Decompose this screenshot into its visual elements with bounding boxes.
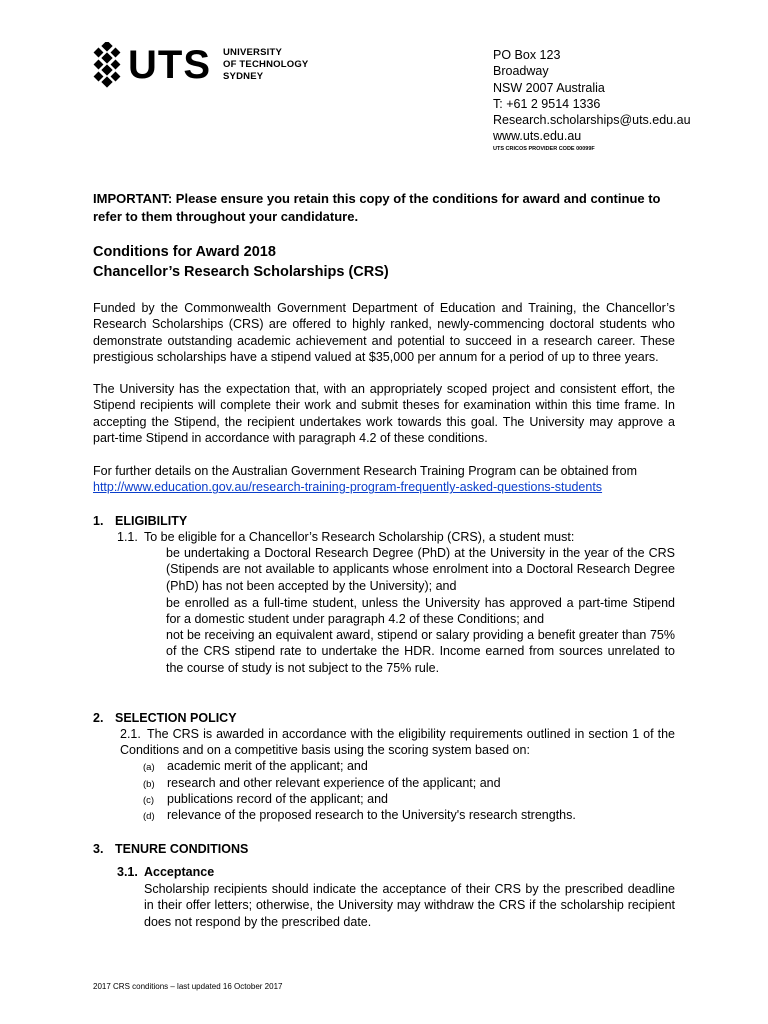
uts-emblem-icon	[92, 42, 122, 88]
phone-line: T: +61 2 9514 1336	[493, 96, 601, 111]
clause-2-1	[120, 726, 675, 759]
rtp-faq-link[interactable]: http://www.education.gov.au/research-training-program-frequently-asked-questions-students	[93, 480, 603, 495]
intro-paragraph: Funded by the Commonwealth Government Department of Education and Training, the Chancellor’s Research Scholarships (CRS) are offered to highly ranked, newly-commencing doctoral students who demonstrate outstanding academic achievement and potential to succeed in a research career. These prestigious scholarships have a stipend valued at $35,000 per annum for a period of up to three years.	[93, 301, 675, 364]
title-line-1: Conditions for Award 2018	[93, 244, 276, 260]
logo-university-name	[223, 47, 308, 83]
clause-3-1-heading	[117, 864, 677, 880]
uts-logo	[92, 42, 308, 88]
criterion-text: relevance of the proposed research to the University's research strengths.	[167, 808, 576, 822]
eligibility-item: be enrolled as a full-time student, unless the University has approved a part-time Stipend for a domestic student under paragraph 4.2 of these Conditions; and	[166, 596, 675, 627]
address-line: Broadway	[493, 64, 549, 79]
clause-1-1	[117, 529, 677, 545]
criterion-marker: (a)	[143, 762, 155, 773]
clause-number: 1.1.	[117, 530, 138, 544]
section-title: TENURE CONDITIONS	[115, 842, 249, 856]
section-title: SELECTION POLICY	[115, 711, 237, 725]
eligibility-item: be undertaking a Doctoral Research Degree (PhD) at the University in the year of the CRS (Stipends are not available to applicants whose enrolment into a Doctoral Research Degree (PhD) has not been accepted by the University); and	[166, 546, 675, 593]
section-number: 3.	[93, 842, 104, 856]
clause-text: To be eligible for a Chancellor’s Research Scholarship (CRS), a student must:	[144, 530, 575, 544]
logo-line: UNIVERSITY	[223, 47, 283, 58]
acceptance-text: Scholarship recipients should indicate the acceptance of their CRS by the prescribed deadline in their offer letters; otherwise, the University may withdraw the CRS if the scholarship recipient does not respond by the prescribed date.	[144, 882, 675, 929]
clause-number: 3.1.	[117, 865, 138, 879]
website-line: www.uts.edu.au	[493, 129, 582, 144]
criterion-text: academic merit of the applicant; and	[167, 759, 368, 773]
address-line: PO Box 123	[493, 48, 561, 62]
selection-criterion	[143, 758, 368, 776]
address-line: NSW 2007 Australia	[493, 80, 605, 95]
address-block	[493, 47, 691, 154]
clause-title: Acceptance	[144, 865, 215, 879]
expectation-paragraph: The University has the expectation that, with an appropriately scoped project and consistent effort, the Stipend recipients will complete their work and submit theses for examination within this time frame. In accepting the Stipend, the recipient undertakes work towards this goal. The University may approve a part-time Stipend in accordance with paragraph 4.2 of these conditions.	[93, 382, 675, 445]
eligibility-item: not be receiving an equivalent award, stipend or salary providing a benefit greater than 75% of the CRS stipend rate to undertake the HDR. Income earned from sources unrelated to the course of study is not subject to the 75% rule.	[166, 628, 675, 675]
logo-line: OF TECHNOLOGY	[223, 59, 309, 70]
page-footer: 2017 CRS conditions – last updated 16 October 2017	[93, 982, 283, 991]
title-line-2: Chancellor’s Research Scholarships (CRS)	[93, 263, 389, 280]
cricos-code: UTS CRICOS PROVIDER CODE 00099F	[493, 145, 595, 152]
section-title: ELIGIBILITY	[115, 514, 188, 528]
further-details-paragraph	[93, 463, 675, 496]
criterion-text: publications record of the applicant; and	[167, 792, 388, 806]
important-notice: IMPORTANT: Please ensure you retain this copy of the conditions for award and continue to refer to them throughout your candidature.	[93, 191, 661, 224]
clause-text: The CRS is awarded in accordance with the eligibility requirements outlined in section 1 of the Conditions and on a competitive basis using the scoring system based on:	[120, 727, 675, 758]
email-line: Research.scholarships@uts.edu.au	[493, 113, 691, 128]
selection-criterion	[143, 807, 576, 825]
criterion-marker: (c)	[143, 795, 155, 806]
criterion-marker: (d)	[143, 811, 155, 822]
clause-number: 2.1.	[120, 727, 141, 741]
criterion-marker: (b)	[143, 779, 155, 790]
criterion-text: research and other relevant experience of the applicant; and	[167, 776, 501, 790]
logo-wordmark: UTS	[128, 43, 211, 87]
section-2-heading	[93, 710, 237, 726]
section-number: 1.	[93, 514, 104, 528]
section-1-heading	[93, 513, 187, 529]
logo-line: SYDNEY	[223, 71, 264, 82]
document-title	[93, 243, 675, 282]
further-details-text: For further details on the Australian Government Research Training Program can be obtained from	[93, 464, 638, 478]
section-3-heading	[93, 841, 248, 857]
section-number: 2.	[93, 711, 104, 725]
